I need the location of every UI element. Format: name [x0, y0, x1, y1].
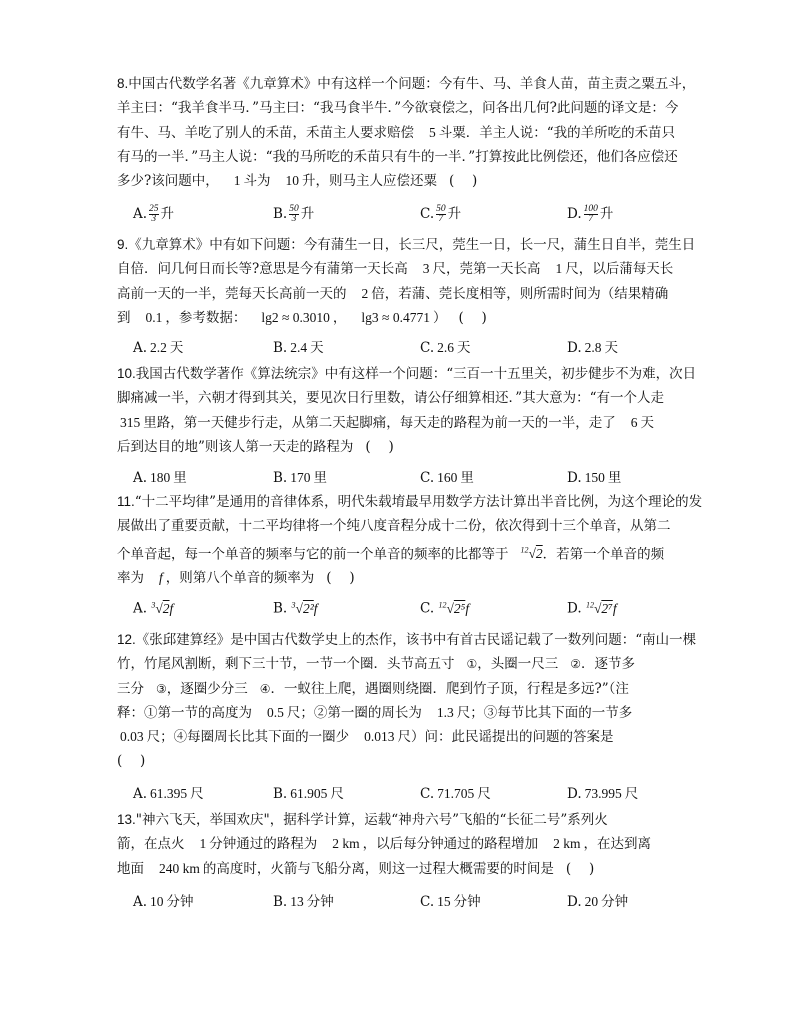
question-text: ，以后每分钟通过的路程增加: [362, 836, 539, 853]
option-value: 15: [437, 894, 451, 909]
fraction: [436, 205, 446, 224]
option-label: A.: [133, 894, 148, 910]
question-text: 里路，第一天健步行走，从第二天起脚痛，每天走的路程为前一天的一半，走了: [143, 414, 616, 431]
root-expression: $^{12}$√2⁵f: [438, 600, 470, 616]
radicand: 2: [162, 600, 170, 616]
question-number: 11.: [117, 494, 135, 509]
root-expression: $^3$√2f: [151, 600, 174, 616]
question-text: 升，则马主人应偿还粟: [302, 173, 437, 190]
option-label: A.: [133, 600, 148, 617]
unit: 天: [310, 340, 324, 356]
option-c[interactable]: [420, 600, 469, 617]
option-label: D.: [567, 894, 582, 910]
math-value: 0.03: [120, 729, 144, 745]
question-text: 到: [117, 309, 131, 326]
unit: 分钟: [306, 894, 334, 910]
question-12: [117, 628, 705, 774]
math-value: 0.013: [364, 729, 395, 745]
option-c[interactable]: [420, 202, 461, 224]
radicand: 2²: [302, 600, 314, 616]
option-value: 2.4: [290, 340, 308, 355]
answer-blank: ( ): [449, 173, 478, 190]
math-value: 2: [361, 285, 369, 301]
options-q13: [133, 890, 723, 912]
question-text: 我国古代数学著作《算法统宗》中有这样一个问题：“三百一十五里关，初步健步不为难，次日: [135, 366, 697, 382]
option-b[interactable]: [273, 202, 314, 224]
answer-blank: ( ): [117, 753, 146, 770]
root-expression: $^3$√2²f: [291, 600, 318, 616]
root-index: 3: [151, 600, 156, 609]
question-text: ．一蚁往上爬，遇圈则绕圈．爬到竹子顶，行程是多远?”（注: [270, 680, 629, 697]
question-text: ，则第八个单音的频率为: [165, 570, 315, 587]
question-number: 8.: [117, 76, 129, 91]
radicand: 2: [535, 546, 543, 562]
option-label: B.: [273, 600, 288, 617]
options-q12: [133, 782, 723, 804]
math-variable: f: [159, 570, 163, 586]
option-value: 71.705: [437, 786, 475, 801]
question-9: [117, 233, 705, 330]
question-text: ，逐圈少分三: [166, 680, 248, 697]
option-d[interactable]: [567, 600, 617, 617]
unit: 天: [457, 340, 471, 356]
math-value: 6: [630, 414, 638, 430]
unit: 分钟: [601, 894, 629, 910]
unit: 尺: [330, 786, 344, 802]
question-text: 脚痛减一半，六朝才得到其关，要见次日行里数，请公仔细算相还．”其大意为：“有一个人走: [117, 390, 665, 407]
question-text: 后到达目的地”则该人第一天走的路程为: [117, 438, 354, 455]
option-label: C.: [420, 786, 435, 802]
option-value: 2.2: [150, 340, 167, 355]
question-text: 尺；③每节比其下面的一节多: [456, 704, 633, 721]
option-d[interactable]: [567, 202, 613, 224]
option-label: C.: [420, 894, 435, 910]
denominator: 3: [291, 214, 297, 224]
circled-marker: ②: [570, 657, 582, 672]
math-value: 240 km: [159, 860, 200, 876]
question-text: 斗粟．羊主人说：“我的羊所吃的禾苗只: [438, 124, 676, 141]
option-a[interactable]: [133, 890, 194, 910]
math-value: 2 km: [332, 836, 360, 852]
unit: 分钟: [166, 894, 194, 910]
question-text: ，: [332, 309, 347, 326]
options-q9: [133, 336, 723, 358]
options-q8: [133, 202, 723, 224]
question-text: ．若第一个单音的频: [542, 546, 665, 563]
option-value: 20: [584, 894, 599, 909]
question-text: 尺，以后蒲每天长: [565, 261, 674, 278]
option-a[interactable]: [133, 466, 187, 486]
option-b[interactable]: [273, 600, 318, 617]
question-number: 12.: [117, 632, 136, 647]
question-text: 尺）问：此民谣提出的问题的答案是: [397, 729, 614, 746]
denominator: 7: [588, 214, 594, 224]
option-c[interactable]: [420, 466, 474, 486]
question-8: [117, 72, 705, 193]
option-a[interactable]: [133, 782, 204, 802]
answer-blank: ( ): [565, 860, 595, 877]
math-value: 5: [429, 124, 436, 140]
math-expression: lg3 ≈ 0.4771: [361, 309, 430, 325]
question-text: 地面: [117, 860, 144, 877]
math-variable: f: [612, 600, 617, 616]
root-expression: $^{12}$√2: [520, 545, 543, 562]
math-value: 1: [233, 173, 241, 189]
option-value: 10: [150, 894, 164, 909]
unit: 尺: [477, 786, 491, 802]
numerator: 25: [149, 204, 159, 214]
unit: 里: [313, 470, 327, 486]
answer-blank: ( ): [365, 438, 394, 455]
option-value: 170: [290, 470, 311, 485]
question-text: 率为: [117, 570, 144, 587]
option-value: 2.8: [584, 340, 602, 355]
option-value: 61.905: [290, 786, 328, 801]
question-text: 羊主曰：“我羊食半马．”马主曰：“我马食半牛．”今欲衰偿之，问各出几何?此问题的译文是：今: [117, 100, 679, 117]
option-label: D.: [567, 786, 582, 802]
question-text: 箭，在点火: [117, 836, 185, 853]
unit: 天: [604, 340, 619, 356]
option-label: A.: [133, 470, 148, 486]
option-d[interactable]: [567, 890, 628, 910]
question-text: 高前一天的一半，莞每天长高前一天的: [117, 285, 347, 302]
question-text: 尺；④每圈周长比其下面的一圈少: [146, 729, 350, 746]
question-text: 分钟通过的路程为: [209, 836, 318, 853]
unit: 天: [169, 340, 184, 356]
option-c[interactable]: [420, 890, 481, 910]
question-text: 释：①第一节的高度为: [117, 704, 252, 721]
question-text: 多少?该问题中，: [117, 173, 219, 190]
math-variable: f: [169, 600, 174, 616]
root-expression: $^{12}$√2⁷f: [585, 600, 617, 616]
question-text: 有牛、马、羊吃了别人的禾苗，禾苗主人要求赔偿: [117, 124, 414, 141]
question-text: 《张邱建算经》是中国古代数学史上的杰作，该书中有首古民谣记载了一数列问题：“南山一棵: [135, 632, 697, 648]
root-index: 12: [585, 600, 594, 609]
option-b[interactable]: [273, 890, 334, 910]
fraction: [584, 205, 598, 224]
option-label: B.: [273, 894, 288, 910]
fraction: [289, 205, 299, 224]
question-text: 尺；②第一圈的周长为: [286, 704, 422, 721]
question-text: “十二平均律”是通用的音律体系，明代朱载堉最早用数学方法计算出半音比例，为这个理论的发: [134, 494, 703, 510]
math-value: 0.5: [267, 704, 284, 720]
option-value: 2.6: [437, 340, 455, 355]
numerator: 100: [583, 204, 598, 214]
option-b[interactable]: [273, 336, 324, 356]
unit: 升: [447, 206, 462, 222]
option-d[interactable]: [567, 336, 618, 356]
question-text: 天: [640, 414, 654, 431]
options-q11: [133, 600, 723, 622]
circled-marker: ①: [466, 657, 478, 672]
math-value: 315: [120, 414, 141, 430]
option-value: 73.995: [584, 786, 622, 801]
question-text: 中国古代数学名著《九章算术》中有这样一个问题：今有牛、马、羊食人苗，苗主责之粟五斗，: [128, 76, 696, 92]
question-number: 10.: [117, 366, 136, 381]
option-label: C.: [420, 340, 435, 356]
question-10: [117, 362, 705, 459]
question-text: ，在达到离: [583, 836, 652, 853]
unit: 分钟: [453, 894, 481, 910]
option-b[interactable]: [273, 466, 327, 486]
math-value: 2 km: [553, 836, 581, 852]
math-value: 0.1: [145, 309, 163, 325]
option-d[interactable]: [567, 466, 621, 486]
question-11: [117, 490, 705, 591]
math-expression: lg2 ≈ 0.3010: [261, 309, 330, 325]
question-number: 13.: [117, 812, 136, 827]
option-label: B.: [273, 340, 288, 356]
answer-blank: ( ): [458, 309, 487, 326]
option-label: C.: [420, 206, 435, 222]
options-q10: [133, 466, 723, 488]
denominator: 3: [151, 214, 157, 224]
fraction: [149, 205, 159, 224]
question-text: 有马的一半．”马主人说：“我的马所吃的禾苗只有牛的一半．”打算按此比例偿还，他们各应偿还: [117, 148, 678, 165]
question-text: 展做出了重要贡献，十二平均律将一个纯八度音程分成十二份，依次得到十三个单音，从第二: [117, 518, 671, 535]
question-text: 倍，若蒲、莞长度相等，则所需时间为（结果精确: [371, 285, 669, 302]
option-value: 160: [437, 470, 458, 485]
option-d[interactable]: [567, 782, 638, 802]
question-text: 竹，竹尾风割断，剩下三十节，一节一个圈．头节高五寸: [117, 656, 455, 673]
math-value: 3: [422, 261, 430, 277]
option-b[interactable]: [273, 782, 344, 802]
math-variable: f: [465, 600, 470, 616]
option-a[interactable]: [133, 600, 173, 617]
radicand: 2⁵: [453, 600, 466, 616]
option-c[interactable]: [420, 782, 491, 802]
option-label: C.: [420, 600, 435, 617]
option-label: D.: [567, 470, 582, 486]
question-text: 的高度时，火箭与飞船分离，则这一过程大概需要的时间是: [202, 860, 554, 877]
unit: 里: [607, 470, 622, 486]
option-a[interactable]: [133, 202, 174, 224]
numerator: 50: [436, 204, 446, 214]
option-a[interactable]: [133, 336, 183, 356]
option-value: 150: [584, 470, 605, 485]
unit: 里: [173, 470, 187, 486]
circled-marker: ③: [156, 681, 167, 696]
question-text: ．逐节多: [581, 656, 636, 673]
unit: 里: [460, 470, 474, 486]
math-variable: f: [313, 600, 318, 616]
root-index: 3: [291, 600, 296, 609]
option-label: D.: [567, 600, 582, 617]
question-text: 个单音起，每一个单音的频率与它的前一个单音的频率的比都等于: [117, 546, 509, 563]
option-label: D.: [567, 340, 582, 356]
answer-blank: ( ): [326, 570, 355, 587]
math-value: 1: [199, 836, 207, 852]
option-label: A.: [133, 340, 148, 356]
denominator: 7: [438, 214, 444, 224]
question-text: ，参考数据：: [165, 309, 247, 326]
question-text: ）: [432, 309, 447, 326]
question-text: 三分: [117, 680, 144, 697]
question-text: 斗为: [243, 173, 271, 190]
question-text: 《九章算术》中有如下问题：今有蒲生一日，长三尺，莞生一日，长一尺，蒲生日自半，莞生日: [128, 237, 696, 253]
unit: 尺: [190, 786, 204, 802]
root-index: 12: [520, 545, 529, 555]
option-label: B.: [273, 206, 288, 222]
option-label: B.: [273, 470, 288, 486]
question-text: 尺，莞第一天长高: [432, 261, 541, 278]
option-label: B.: [273, 786, 288, 802]
question-number: 9.: [117, 237, 129, 252]
option-label: A.: [133, 206, 148, 222]
question-text: 自倍．问几何日而长等?意思是今有蒲第一天长高: [117, 261, 408, 278]
option-label: C.: [420, 470, 435, 486]
option-value: 180: [150, 470, 171, 485]
option-label: D.: [567, 206, 582, 222]
radicand: 2⁷: [601, 600, 613, 616]
unit: 升: [599, 206, 614, 222]
option-value: 61.395: [150, 786, 188, 801]
unit: 升: [300, 206, 315, 222]
option-c[interactable]: [420, 336, 471, 356]
numerator: 50: [289, 204, 299, 214]
math-value: 1.3: [436, 704, 454, 720]
option-label: A.: [133, 786, 148, 802]
math-value: 1: [555, 261, 563, 277]
unit: 尺: [624, 786, 639, 802]
question-text: ，头圈一尺三: [477, 656, 559, 673]
question-13: [117, 808, 705, 881]
circled-marker: ④: [259, 681, 271, 696]
question-text: "神六飞天，举国欢庆"，据科学计算，运载“神舟六号”飞船的“长征二号”系列火: [135, 812, 608, 828]
option-value: 13: [290, 894, 304, 909]
unit: 升: [160, 206, 175, 222]
math-value: 10: [285, 173, 299, 189]
root-index: 12: [438, 600, 447, 609]
